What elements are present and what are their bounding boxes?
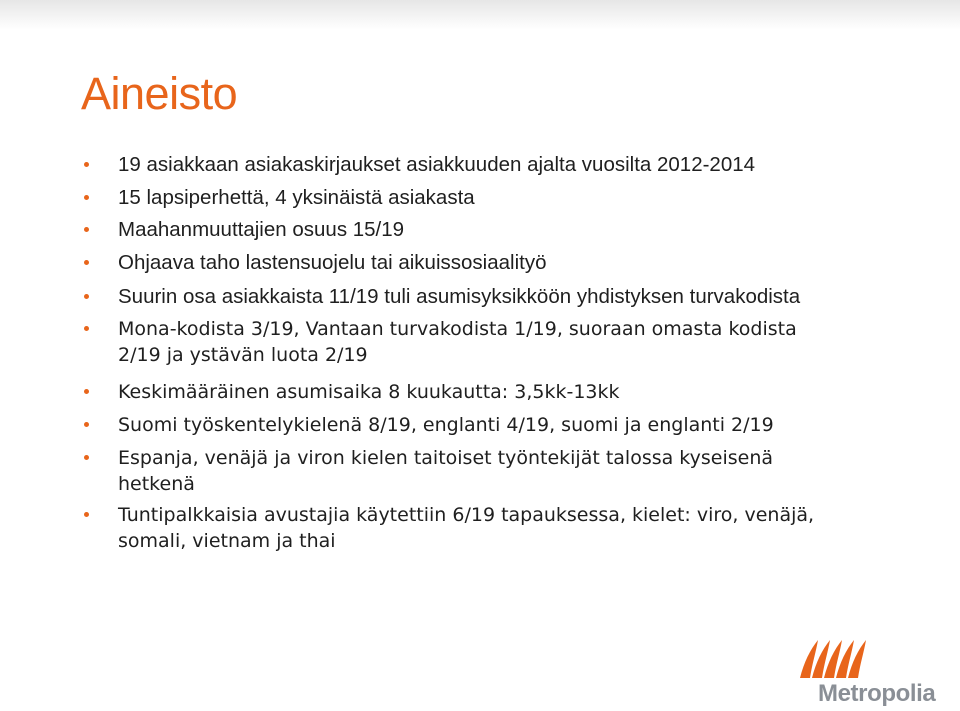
bullet-marker (84, 455, 89, 460)
bullet-text-line2: somali, vietnam ja thai (118, 530, 336, 552)
bullet-item (118, 218, 918, 242)
bullet-marker (84, 422, 89, 427)
bullet-text: Suurin osa asiakkaista 11/19 tuli asumisyksikköön yhdistyksen turvakodista (118, 285, 801, 308)
bullet-item (118, 285, 918, 309)
bullet-marker (84, 326, 89, 331)
bullet-text: Ohjaava taho lastensuojelu tai aikuissosiaalityö (118, 251, 547, 274)
bullet-item (118, 251, 918, 275)
bullet-text: Keskimääräinen asumisaika 8 kuukautta: 3,5kk-13kk (118, 381, 620, 403)
bullet-item (118, 186, 918, 210)
bullet-text-line2: 2/19 ja ystävän luota 2/19 (118, 344, 368, 366)
bullet-marker (84, 227, 89, 232)
bullet-text-line1: Tuntipalkkaisia avustajia käytettiin 6/19 tapauksessa, kielet: viro, venäjä, (118, 504, 815, 526)
bullet-text: Maahanmuuttajien osuus 15/19 (118, 218, 405, 241)
bullet-marker (84, 162, 89, 167)
slide-title: Aineisto (81, 68, 238, 119)
bullet-text: Suomi työskentelykielenä 8/19, englanti 4/19, suomi ja englanti 2/19 (118, 414, 774, 436)
bullet-text: 15 lapsiperhettä, 4 yksinäistä asiakasta (118, 186, 475, 209)
bullet-text-line1: Espanja, venäjä ja viron kielen taitoiset työntekijät talossa kyseisenä (118, 447, 774, 469)
bullet-marker (84, 512, 89, 517)
bullet-text-line2: hetkenä (118, 473, 195, 495)
bullet-text-line1: Mona-kodista 3/19, Vantaan turvakodista 1/19, suoraan omasta kodista (118, 318, 797, 340)
bullet-marker (84, 389, 89, 394)
bullet-marker (84, 195, 89, 200)
bullet-item (118, 445, 918, 497)
bullet-item (118, 153, 918, 177)
bullet-marker (84, 294, 89, 299)
bullet-text: 19 asiakkaan asiakaskirjaukset asiakkuuden ajalta vuosilta 2012-2014 (118, 153, 756, 176)
bullet-item (118, 379, 918, 405)
bullet-item (118, 502, 918, 554)
bullet-item (118, 316, 918, 368)
logo-wordmark: Metropolia (818, 680, 936, 707)
top-gradient-band (0, 0, 960, 30)
bullet-marker (84, 260, 89, 265)
bullet-item (118, 412, 918, 438)
